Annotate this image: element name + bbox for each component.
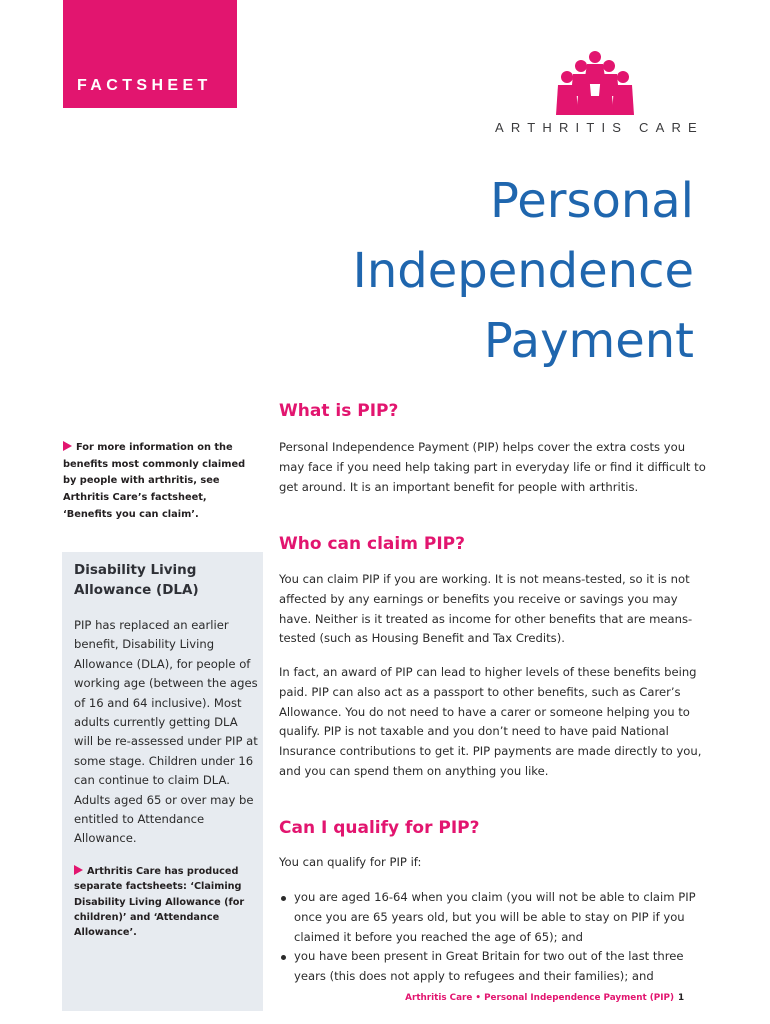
title-line-3: Payment — [483, 313, 694, 369]
side-note-rest: the benefits most commonly claimed by people with arthritis, see Arthritis Care’s factsheet, ‘Benefits you can claim’. — [63, 442, 246, 520]
section-body-who-1: You can claim PIP if you are working. It is not means-tested, so it is not affected by any earnings or benefits you receive or savings you may have. Neither is it treated as income for other benefits that are means-tested (such as Housing Benefit and Tax Credits). — [279, 572, 693, 646]
page-number: 1 — [678, 993, 685, 1003]
logo-wordmark: ARTHRITIS CARE — [495, 120, 704, 135]
section-heading-qualify: Can I qualify for PIP? — [279, 818, 480, 838]
section-heading-who: Who can claim PIP? — [279, 534, 465, 554]
dla-box-note — [74, 864, 260, 940]
dla-sidebar-box — [62, 552, 263, 1011]
section-heading-what: What is PIP? — [279, 401, 399, 421]
side-note — [63, 440, 253, 524]
title-line-1: Personal — [489, 173, 694, 229]
people-group-logo-icon — [554, 50, 636, 118]
list-item-text: you are aged 16-64 when you claim (you will not be able to claim PIP once you are 65 years old, but you will be able to stay on PIP if you claimed it before you reached the age of 65); and — [294, 890, 696, 944]
qualify-list — [279, 888, 709, 987]
title-line-2: Independence — [352, 243, 694, 299]
dla-box-body: PIP has replaced an earlier benefit, Disability Living Allowance (DLA), for people of working age (between the ages of 16 and 64 inclusive). Most adults currently getting DLA will be re-assessed under PIP at some stage. Children under 16 can continue to claim DLA. Adults aged 65 or over may be entitled to Attendance Allowance. — [74, 618, 258, 846]
section-body-who-2: In fact, an award of PIP can lead to higher levels of these benefits being paid. PIP can also act as a passport to other benefits, such as Carer’s Allowance. You do not need to have a carer or someone helping you to qualify. PIP is not taxable and you don’t need to have paid National Insurance contributions to get it. PIP payments are made directly to you, and you can spend them on anything you like. — [279, 665, 702, 778]
page-footer: Arthritis Care • Personal Independence Payment (PIP) — [405, 993, 674, 1003]
list-item — [279, 947, 709, 987]
dla-box-title: Disability Living Allowance (DLA) — [74, 562, 199, 598]
section-intro-qualify: You can qualify for PIP if: — [279, 855, 422, 869]
factsheet-label: FACTSHEET — [77, 77, 212, 94]
dla-box-note-text: Arthritis Care has produced separate factsheets: ‘Claiming Disability Living Allowance (for children)’ and ‘Attendance Allowance’. — [74, 866, 245, 939]
section-body-what: Personal Independence Payment (PIP) helps cover the extra costs you may face if you need help taking part in everyday life or find it difficult to get around. It is an important benefit for people with arthritis. — [279, 440, 706, 494]
list-item-text: you have been present in Great Britain for two out of the last three years (this does not apply to refugees and their families); and — [294, 949, 684, 984]
bullet-icon — [281, 896, 286, 901]
factsheet-badge — [63, 0, 237, 108]
arrow-icon — [74, 865, 83, 875]
arrow-icon — [63, 441, 72, 451]
list-item — [279, 888, 709, 947]
side-note-lead: For more information on — [76, 442, 211, 453]
bullet-icon — [281, 955, 286, 960]
page-title — [234, 166, 694, 376]
